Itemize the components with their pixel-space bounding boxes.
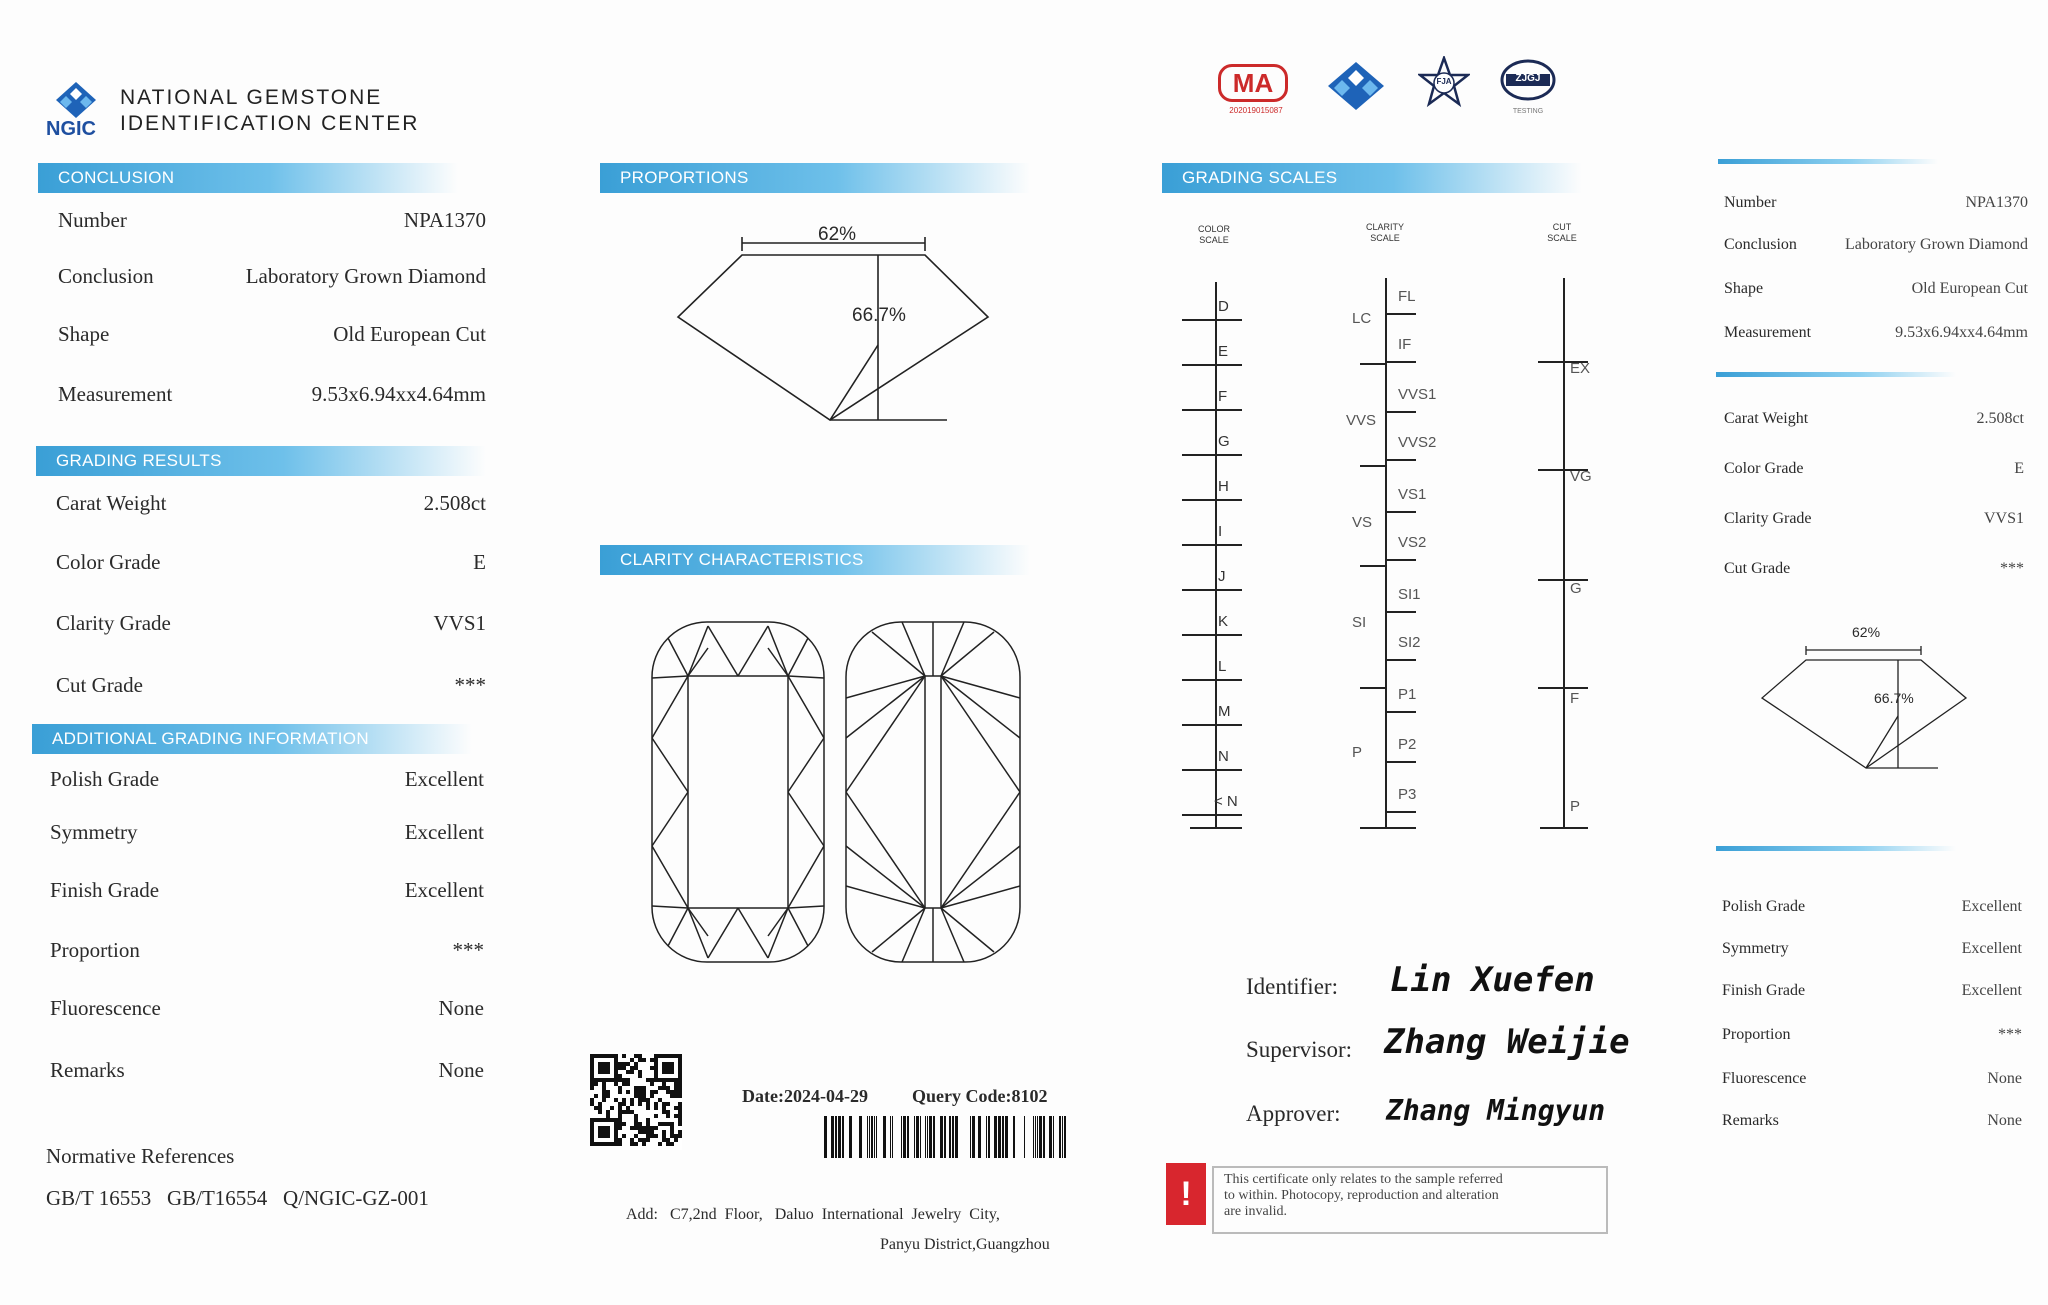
disclaimer-line3: are invalid.: [1224, 1204, 1287, 1219]
summary-finish-grade-row: [1722, 982, 2022, 1008]
summary-cut-grade-label: Cut Grade: [1724, 560, 1791, 577]
additional-remarks-value: None: [438, 1058, 484, 1082]
grading-cut-grade-row: [56, 673, 486, 699]
conclusion-number-label: Number: [58, 208, 127, 232]
summary-table-percent: 62%: [1852, 624, 1881, 640]
summary-symmetry-label: Symmetry: [1722, 940, 1789, 957]
cut-grade-label: P: [1570, 798, 1581, 815]
approver-label: Approver:: [1246, 1101, 1341, 1126]
grading-scales-banner: GRADING SCALES: [1162, 163, 1582, 193]
supervisor-label: Supervisor:: [1246, 1037, 1353, 1062]
summary-conclusion-value: Laboratory Grown Diamond: [1844, 236, 2028, 253]
additional-finish-grade-value: Excellent: [404, 878, 484, 902]
cut-grade-label: G: [1570, 580, 1582, 597]
clarity-group-label: VVS: [1346, 412, 1377, 429]
summary-symmetry-value: Excellent: [1961, 940, 2022, 957]
grading-carat-weight-label: Carat Weight: [56, 491, 167, 515]
conclusion-number-value: NPA1370: [403, 208, 486, 232]
additional-symmetry-row: [50, 820, 484, 846]
summary-symmetry-row: [1722, 940, 2022, 966]
conclusion-shape-label: Shape: [58, 322, 110, 346]
clarity-grade-label: VVS1: [1398, 386, 1437, 403]
additional-proportion-value: ***: [452, 938, 484, 962]
cma-logo: MA: [1218, 64, 1288, 102]
query-code: Query Code:8102: [912, 1086, 1048, 1106]
grading-carat-weight-row: [56, 491, 486, 517]
additional-symmetry-value: Excellent: [404, 820, 484, 844]
cma-number: 202019015087: [1229, 106, 1283, 115]
additional-proportion-label: Proportion: [50, 938, 140, 962]
conclusion-conclusion-row: [58, 264, 486, 290]
grading-clarity-grade-value: VVS1: [433, 611, 486, 635]
qr-code: [590, 1052, 682, 1150]
cut-grade-label: EX: [1570, 360, 1591, 377]
summary-polish-grade-label: Polish Grade: [1722, 898, 1806, 915]
summary-polish-grade-row: [1722, 898, 2022, 924]
zjgj-sub: TESTING: [1512, 108, 1544, 115]
grading-cut-grade-value: ***: [454, 673, 486, 697]
clarity-grade-label: VS2: [1398, 534, 1427, 551]
summary-number-label: Number: [1724, 194, 1777, 211]
cut-scale-title: CUT SCALE: [1547, 222, 1577, 243]
org-name-line2: IDENTIFICATION CENTER: [120, 112, 420, 135]
summary-measurement-value: 9.53x6.94xx4.64mm: [1895, 324, 2028, 341]
summary-remarks-value: None: [1987, 1112, 2022, 1129]
color-grade-label: H: [1218, 478, 1229, 495]
color-grade-label: K: [1218, 613, 1229, 630]
additional-fluorescence-value: None: [438, 996, 484, 1020]
clarity-group-label: LC: [1352, 310, 1372, 327]
summary-proportion-value: ***: [1998, 1026, 2022, 1043]
disclaimer-line2: to within. Photocopy, reproduction and alteration: [1224, 1188, 1499, 1203]
pavilion-plot-diagram: [842, 618, 1024, 966]
summary-bottom-bar: [1716, 846, 1956, 851]
grading-color-grade-label: Color Grade: [56, 550, 161, 574]
table-percent-label: 62%: [818, 224, 857, 245]
summary-cut-grade-row: [1724, 560, 2024, 586]
clarity-scale-title: CLARITY SCALE: [1365, 222, 1404, 243]
address-line2: Panyu District,Guangzhou: [880, 1236, 1050, 1253]
summary-shape-row: [1724, 280, 2028, 306]
additional-proportion-row: [50, 938, 484, 964]
summary-shape-value: Old European Cut: [1911, 280, 2028, 297]
grading-cut-grade-label: Cut Grade: [56, 673, 143, 697]
summary-measurement-label: Measurement: [1724, 324, 1812, 341]
additional-remarks-row: [50, 1058, 484, 1084]
summary-clarity-grade-label: Clarity Grade: [1724, 510, 1812, 527]
address-line1: Add: C7,2nd Floor, Daluo International Jewelry City,: [626, 1206, 1000, 1223]
normative-references-list: GB/T 16553 GB/T16554 Q/NGIC-GZ-001: [46, 1186, 429, 1210]
disclaimer-line1: This certificate only relates to the sample referred: [1224, 1172, 1503, 1187]
conclusion-number-row: [58, 208, 486, 234]
color-grade-label: F: [1218, 388, 1228, 405]
color-grade-label: N: [1218, 748, 1229, 765]
additional-polish-grade-row: [50, 767, 484, 793]
clarity-group-label: VS: [1352, 514, 1373, 531]
grading-carat-weight-value: 2.508ct: [423, 491, 486, 515]
crown-plot-diagram: [648, 618, 828, 966]
clarity-grade-label: FL: [1398, 288, 1416, 305]
identifier-label: Identifier:: [1246, 974, 1338, 999]
additional-finish-grade-row: [50, 878, 484, 904]
color-grade-label: L: [1218, 658, 1227, 675]
zjgj-label: ZJGJ: [1515, 73, 1541, 84]
grading-clarity-grade-label: Clarity Grade: [56, 611, 171, 635]
grading-color-grade-value: E: [473, 550, 486, 574]
ngic-diamond-icon: [1326, 60, 1386, 112]
cut-grade-label: VG: [1570, 468, 1592, 485]
fja-label: FJA: [1436, 77, 1452, 86]
conclusion-measurement-label: Measurement: [58, 382, 173, 406]
conclusion-shape-value: Old European Cut: [333, 322, 486, 346]
conclusion-banner: CONCLUSION: [38, 163, 458, 193]
color-grade-label: E: [1218, 343, 1229, 360]
ngic-logo-icon: [52, 80, 100, 120]
summary-number-value: NPA1370: [1965, 194, 2028, 211]
summary-conclusion-row: [1724, 236, 2028, 262]
disclaimer-box: [1212, 1166, 1608, 1234]
conclusion-conclusion-value: Laboratory Grown Diamond: [245, 264, 486, 288]
color-grade-label: D: [1218, 298, 1229, 315]
clarity-grade-label: IF: [1398, 336, 1412, 353]
color-grade-label: I: [1218, 523, 1223, 540]
summary-remarks-row: [1722, 1112, 2022, 1138]
clarity-group-label: SI: [1352, 614, 1367, 631]
summary-finish-grade-value: Excellent: [1961, 982, 2022, 999]
summary-conclusion-label: Conclusion: [1724, 236, 1797, 253]
conclusion-measurement-row: [58, 382, 486, 408]
summary-finish-grade-label: Finish Grade: [1722, 982, 1806, 999]
summary-color-grade-label: Color Grade: [1724, 460, 1804, 477]
additional-info-banner: ADDITIONAL GRADING INFORMATION: [32, 724, 472, 754]
grading-clarity-grade-row: [56, 611, 486, 637]
summary-clarity-grade-value: VVS1: [1983, 510, 2024, 527]
warning-icon: !: [1166, 1163, 1206, 1225]
normative-references-title: Normative References: [46, 1144, 235, 1168]
issue-date: Date:2024-04-29: [742, 1086, 868, 1106]
additional-finish-grade-label: Finish Grade: [50, 878, 160, 902]
summary-carat-weight-label: Carat Weight: [1724, 410, 1809, 427]
summary-measurement-row: [1724, 324, 2028, 350]
color-grade-label: M: [1218, 703, 1231, 720]
clarity-grade-label: P3: [1398, 786, 1417, 803]
additional-fluorescence-row: [50, 996, 484, 1022]
depth-percent-label: 66.7%: [852, 305, 906, 326]
summary-polish-grade-value: Excellent: [1961, 898, 2022, 915]
summary-clarity-grade-row: [1724, 510, 2024, 536]
clarity-grade-label: SI2: [1398, 634, 1421, 651]
grading-results-banner: GRADING RESULTS: [36, 446, 486, 476]
clarity-grade-label: VS1: [1398, 486, 1427, 503]
additional-polish-grade-value: Excellent: [404, 767, 484, 791]
additional-remarks-label: Remarks: [50, 1058, 125, 1082]
proportions-banner: PROPORTIONS: [600, 163, 1030, 193]
additional-polish-grade-label: Polish Grade: [50, 767, 160, 791]
clarity-characteristics-banner: CLARITY CHARACTERISTICS: [600, 545, 1030, 575]
grading-color-grade-row: [56, 550, 486, 576]
summary-color-grade-row: [1724, 460, 2024, 486]
clarity-grade-label: P2: [1398, 736, 1417, 753]
clarity-grade-label: VVS2: [1398, 434, 1437, 451]
summary-shape-label: Shape: [1724, 280, 1764, 297]
summary-number-row: [1724, 194, 2028, 220]
color-scale-title: COLOR SCALE: [1197, 224, 1230, 245]
barcode: [822, 1116, 1068, 1158]
color-grade-label: G: [1218, 433, 1230, 450]
summary-proportion-label: Proportion: [1722, 1026, 1791, 1043]
additional-fluorescence-label: Fluorescence: [50, 996, 161, 1020]
summary-depth-percent: 66.7%: [1874, 690, 1914, 706]
clarity-group-label: P: [1352, 744, 1363, 761]
proportions-diagram: [670, 225, 1000, 425]
ngic-logo-text: NGIC: [46, 118, 96, 140]
summary-fluorescence-row: [1722, 1070, 2022, 1096]
summary-carat-weight-row: [1724, 410, 2024, 436]
summary-proportion-row: [1722, 1026, 2022, 1052]
color-grade-label: < N: [1214, 793, 1238, 810]
conclusion-measurement-value: 9.53x6.94xx4.64mm: [311, 382, 486, 406]
conclusion-conclusion-label: Conclusion: [58, 264, 154, 288]
color-grade-label: J: [1218, 568, 1226, 585]
summary-remarks-label: Remarks: [1722, 1112, 1779, 1129]
conclusion-shape-row: [58, 322, 486, 348]
clarity-grade-label: SI1: [1398, 586, 1421, 603]
summary-fluorescence-value: None: [1987, 1070, 2022, 1087]
org-name-line1: NATIONAL GEMSTONE: [120, 86, 383, 109]
summary-cut-grade-value: ***: [2000, 560, 2024, 577]
summary-color-grade-value: E: [2014, 460, 2024, 477]
approver-signature: Zhang Mingyun: [1386, 1094, 1606, 1127]
identifier-signature: Lin Xuefen: [1390, 960, 1595, 1000]
summary-carat-weight-value: 2.508ct: [1976, 410, 2024, 427]
supervisor-signature: Zhang Weijie: [1384, 1022, 1630, 1062]
summary-fluorescence-label: Fluorescence: [1722, 1070, 1807, 1087]
grading-scales-lines: [1160, 270, 1620, 840]
cut-grade-label: F: [1570, 690, 1580, 707]
summary-mid-bar: [1716, 372, 1956, 377]
summary-proportions-diagram: [1758, 640, 1968, 776]
additional-symmetry-label: Symmetry: [50, 820, 138, 844]
summary-top-bar: [1718, 159, 1938, 164]
clarity-grade-label: P1: [1398, 686, 1417, 703]
